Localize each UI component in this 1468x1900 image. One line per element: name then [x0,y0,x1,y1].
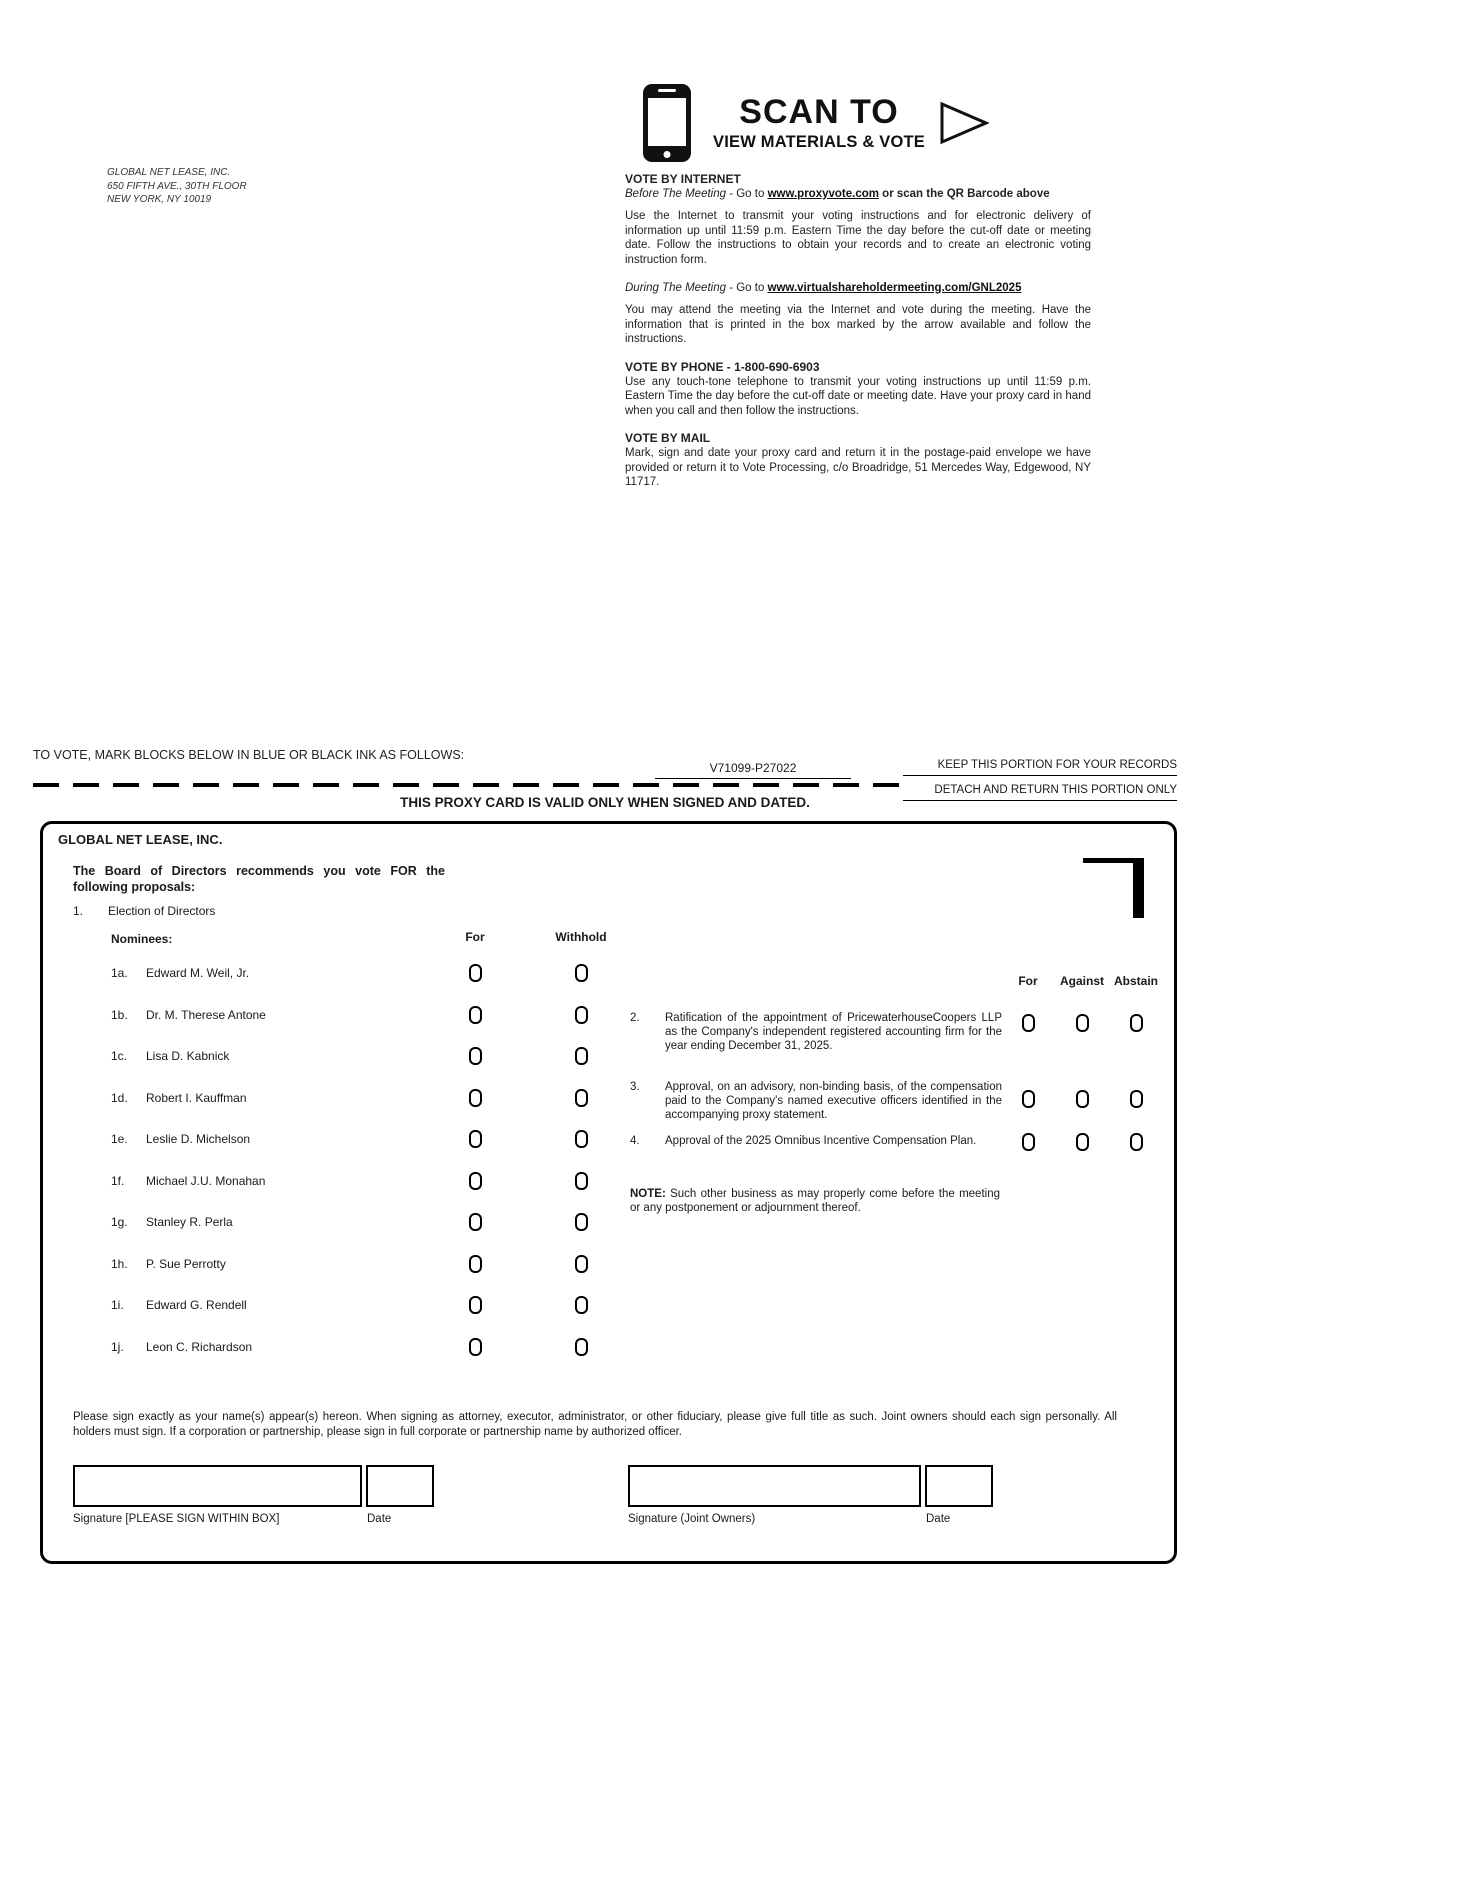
proposal-3-checkboxes [1022,1090,1154,1110]
withhold-checkbox[interactable] [575,1089,588,1107]
proposal-number: 2. [630,1012,640,1024]
nominee-row [43,1132,643,1154]
board-recommendation: The Board of Directors recommends you vote FOR the following proposals: [73,864,445,894]
nominee-row [43,1049,643,1071]
proxy-ballot-card [40,821,1177,1564]
nominee-id: 1e. [111,1132,128,1146]
column-header-against: Against [1059,974,1104,988]
date-primary-label: Date [367,1513,392,1525]
for-checkbox[interactable] [469,1130,482,1148]
perforation-dashed-line [33,783,899,787]
date-joint-label: Date [926,1513,951,1525]
proposal-3 [630,1081,1002,1123]
card-company-name: GLOBAL NET LEASE, INC. [58,832,223,847]
nominee-name: Leslie D. Michelson [146,1132,251,1146]
scan-subtitle: VIEW MATERIALS & VOTE [713,132,925,151]
nominee-id: 1g. [111,1215,128,1229]
nominee-name: Lisa D. Kabnick [146,1049,230,1063]
nominee-name: Leon C. Richardson [146,1340,253,1354]
signature-instructions: Please sign exactly as your name(s) appear(s) hereon. When signing as attorney, executor, administrator, or other fiduciary, please give full title as such. Joint owners should each sign personally. All holders must sign. If a corporation or partnership, please sign in full corporate or partnership name by authorized officer. [73,1411,1117,1438]
smartphone-icon [643,84,691,162]
internet-paragraph: Use the Internet to transmit your voting instructions and for electronic delivery of information up until 11:59 p.m. Eastern Time the day before the cut-off date or meeting date. Follow the instructions to obtain your records and to create an electronic voting instruction form. [625,210,1091,266]
address-line: NEW YORK, NY 10019 [107,194,212,205]
for-checkbox[interactable] [469,1255,482,1273]
proposal-2-checkboxes [1022,1014,1154,1034]
proposal-4-checkboxes [1022,1133,1154,1153]
column-header-abstain: Abstain [1113,974,1158,988]
proposal-text: Approval, on an advisory, non-binding basis, of the compensation paid to the Company's named executive officers identified in the accompanying proxy statement. [665,1081,1002,1121]
voting-instructions [625,172,1091,490]
nominee-row [43,1257,643,1279]
control-number: V71099-P27022 [655,761,851,779]
nominee-name: P. Sue Perrotty [146,1257,226,1271]
during-meeting-line [625,281,1091,296]
withhold-checkbox[interactable] [575,1255,588,1273]
proposal-number: 4. [630,1135,640,1147]
nominee-row [43,1008,643,1030]
signature-primary-label: Signature [PLEASE SIGN WITHIN BOX] [73,1513,280,1525]
nominee-row [43,1340,643,1362]
proposal-number: 3. [630,1081,640,1093]
keep-portion-text: KEEP THIS PORTION FOR YOUR RECORDS [903,759,1177,776]
nominee-name: Edward G. Rendell [146,1298,247,1312]
withhold-checkbox[interactable] [575,1006,588,1024]
arrow-right-icon [939,101,989,145]
nominee-row [43,1215,643,1237]
nominees-label: Nominees: [111,932,173,946]
column-header-for: For [465,930,485,944]
vote-by-internet-title: VOTE BY INTERNET [625,172,741,186]
scan-qr-text: or scan the QR Barcode above [878,187,1050,200]
phone-speaker-bar [658,89,676,92]
nominee-id: 1c. [111,1049,128,1063]
withhold-checkbox[interactable] [575,1338,588,1356]
nominee-row [43,1174,643,1196]
against-checkbox[interactable] [1076,1090,1089,1108]
proposal-4 [630,1135,1002,1149]
for-checkbox[interactable] [1022,1014,1035,1032]
for-checkbox[interactable] [469,1006,482,1024]
proxyvote-link[interactable]: www.proxyvote.com [767,187,879,200]
nominee-name: Edward M. Weil, Jr. [146,966,250,980]
corner-registration-mark [1083,858,1144,918]
scan-title: SCAN TO [739,92,899,131]
phone-screen [648,98,686,146]
scan-text [713,92,925,152]
for-checkbox[interactable] [469,1213,482,1231]
nominee-name: Robert I. Kauffman [146,1091,247,1105]
signature-joint-input[interactable] [628,1465,921,1507]
for-checkbox[interactable] [469,1047,482,1065]
for-checkbox[interactable] [469,1338,482,1356]
scan-banner [643,84,989,162]
nominee-id: 1h. [111,1257,128,1271]
address-line: GLOBAL NET LEASE, INC. [107,167,231,178]
nominee-name: Michael J.U. Monahan [146,1174,266,1188]
during-meeting-label: During The Meeting [625,281,726,294]
during-meeting-paragraph: You may attend the meeting via the Internet and vote during the meeting. Have the information that is printed in the box marked by the arrow available and follow the instructions. [625,304,1091,346]
proposal-text: Ratification of the appointment of PricewaterhouseCoopers LLP as the Company's independent registered accounting firm for the year ending December 31, 2025. [665,1012,1002,1052]
note-body: Such other business as may properly come before the meeting or any postponement or adjournment thereof. [630,1188,1000,1214]
nominee-row [43,966,643,988]
abstain-checkbox[interactable] [1130,1014,1143,1032]
date-input[interactable] [366,1465,434,1507]
note-label: NOTE: [630,1188,666,1200]
withhold-checkbox[interactable] [575,1130,588,1148]
detach-portion-text: DETACH AND RETURN THIS PORTION ONLY [903,784,1177,801]
proposal-1-title: Election of Directors [108,904,216,918]
phone-home-button [664,151,671,158]
withhold-checkbox[interactable] [575,1213,588,1231]
nominee-id: 1i. [111,1298,124,1312]
withhold-checkbox[interactable] [575,1296,588,1314]
withhold-checkbox[interactable] [575,964,588,982]
nominee-row [43,1091,643,1113]
proposal-text: Approval of the 2025 Omnibus Incentive Compensation Plan. [665,1135,977,1147]
for-checkbox[interactable] [469,1172,482,1190]
go-to-text: - Go to [726,281,768,294]
for-checkbox[interactable] [469,1089,482,1107]
against-checkbox[interactable] [1076,1133,1089,1151]
for-checkbox[interactable] [469,1296,482,1314]
withhold-checkbox[interactable] [575,1047,588,1065]
nominee-id: 1d. [111,1091,128,1105]
nominee-name: Dr. M. Therese Antone [146,1008,266,1022]
date-joint-input[interactable] [925,1465,993,1507]
for-checkbox[interactable] [1022,1090,1035,1108]
nominee-row [43,1298,643,1320]
proposal-1-number: 1. [73,904,84,918]
for-checkbox[interactable] [1022,1133,1035,1151]
signature-input[interactable] [73,1465,362,1507]
note-text [630,1187,1000,1215]
before-meeting-label: Before The Meeting [625,187,727,200]
nominee-id: 1b. [111,1008,128,1022]
against-checkbox[interactable] [1076,1014,1089,1032]
column-header-for: For [1018,974,1038,988]
nominee-id: 1a. [111,966,128,980]
vote-by-mail-title: VOTE BY MAIL [625,431,711,446]
virtual-meeting-link[interactable]: www.virtualshareholdermeeting.com/GNL2025 [767,281,1022,294]
phone-paragraph: Use any touch-tone telephone to transmit your voting instructions up until 11:59 p.m. Eastern Time the day before the cut-off date or meeting date. Have your proxy card in hand when you call and then follow the instructions. [625,375,1091,417]
valid-when-signed-notice: THIS PROXY CARD IS VALID ONLY WHEN SIGNED AND DATED. [400,795,810,810]
nominee-name: Stanley R. Perla [146,1215,233,1229]
for-checkbox[interactable] [469,964,482,982]
abstain-checkbox[interactable] [1130,1090,1143,1108]
mail-paragraph: Mark, sign and date your proxy card and return it in the postage-paid envelope we have provided or return it to Vote Processing, c/o Broadridge, 51 Mercedes Way, Edgewood, NY 11717. [625,446,1091,489]
proposal-2 [630,1012,1002,1054]
nominee-id: 1j. [111,1340,124,1354]
column-header-withhold: Withhold [555,930,607,944]
abstain-checkbox[interactable] [1130,1133,1143,1151]
signature-joint-label: Signature (Joint Owners) [628,1513,756,1525]
mark-blocks-instruction: TO VOTE, MARK BLOCKS BELOW IN BLUE OR BLACK INK AS FOLLOWS: [33,748,465,762]
company-address [107,166,247,207]
before-meeting-line [625,187,1091,202]
withhold-checkbox[interactable] [575,1172,588,1190]
go-to-text: - Go to [726,187,768,200]
address-line: 650 FIFTH AVE., 30TH FLOOR [107,180,247,192]
vote-by-phone-title: VOTE BY PHONE - 1-800-690-6903 [625,359,820,374]
nominee-id: 1f. [111,1174,125,1188]
